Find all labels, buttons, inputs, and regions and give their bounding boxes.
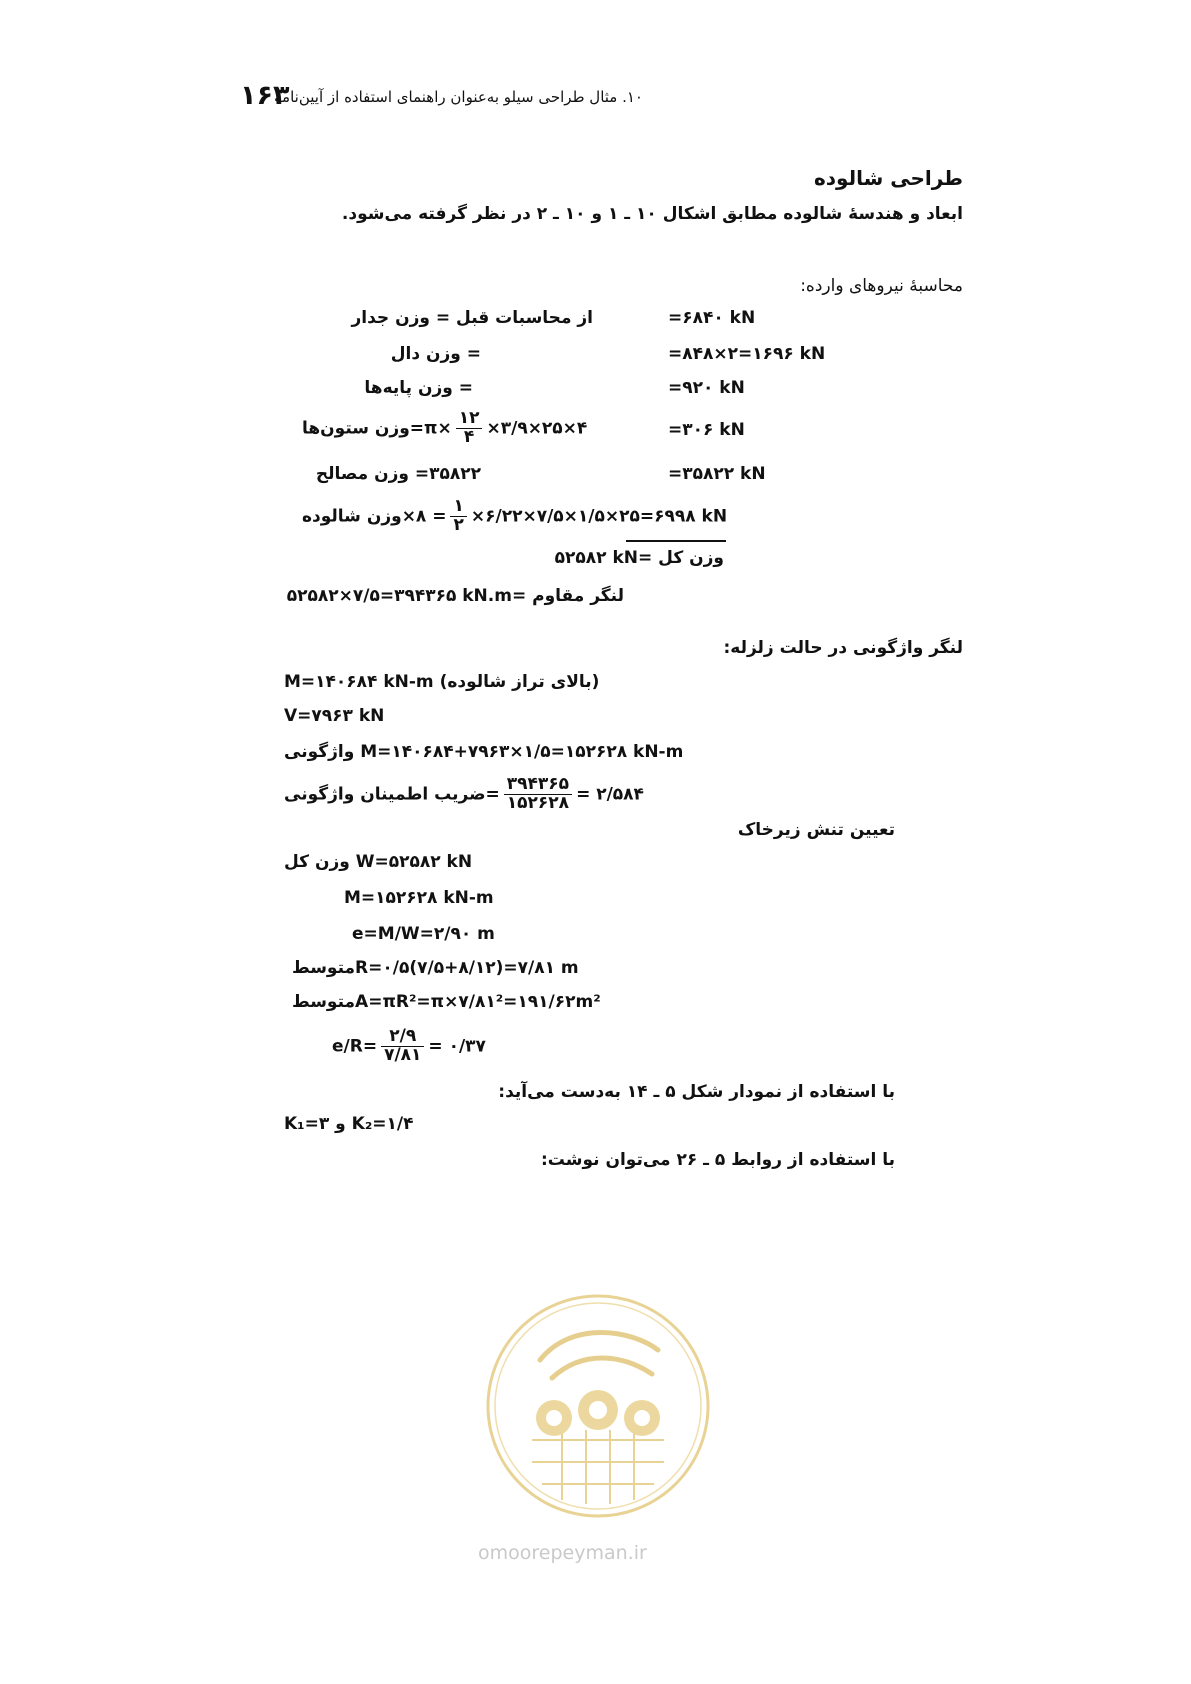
columns-label: وزن ستون‌ها xyxy=(302,418,410,439)
radius-label: متوسط xyxy=(292,958,356,978)
foundation-fraction xyxy=(450,498,466,535)
safety-factor-label: ضریب اطمینان واژگونی xyxy=(284,784,486,805)
foundation-expr-part: ×۸ = xyxy=(401,506,447,527)
fraction-denominator: ۲ xyxy=(453,514,464,535)
force-label-slab: = وزن دال xyxy=(390,344,481,364)
watermark-seal xyxy=(482,1290,714,1522)
equals-sign: = xyxy=(485,784,500,805)
force-value-wall: =۶۸۴۰ kN xyxy=(668,308,756,328)
total-weight: ۵۲۵۸۲ kN= وزن کل xyxy=(554,548,724,568)
eccentricity-line: e=M/W=۲/۹۰ m xyxy=(352,924,495,944)
fraction-numerator: ۳۹۴۳۶۵ xyxy=(504,776,572,795)
radius-line xyxy=(292,958,579,978)
soil-heading: تعیین تنش زیرخاک xyxy=(737,820,895,840)
overturning-value: M=۱۴۰۶۸۴+۷۹۶۳×۱/۵=۱۵۲۶۲۸ kN-m xyxy=(360,742,684,762)
section-title: طراحی شالوده xyxy=(813,166,963,190)
overturning-label: واژگونی xyxy=(284,742,355,762)
fraction-denominator: ۱۵۲۶۲۸ xyxy=(506,792,570,813)
shear-line: V=۷۹۶۳ kN xyxy=(284,706,385,726)
columns-expr-part: =π× xyxy=(409,418,452,439)
force-label-piers: = وزن پایه‌ها xyxy=(364,378,473,398)
safety-factor-value: = ۲/۵۸۴ xyxy=(576,784,644,805)
running-header: ۱۰. مثال طراحی سیلو به‌عنوان راهنمای استفاده از آیین‌نامه xyxy=(274,88,643,106)
resisting-moment: ۵۲۵۸۲×۷/۵=۳۹۴۳۶۵ kN.m= لنگر مقاوم xyxy=(286,586,624,606)
section-intro: ابعاد و هندسۀ شالوده مطابق اشکال ۱۰ ـ ۱ و ۱۰ ـ ۲ در نظر گرفته می‌شود. xyxy=(341,204,963,224)
safety-factor-fraction xyxy=(504,776,572,813)
overturning-moment-line xyxy=(284,742,683,762)
force-value-piers: =۹۲۰ kN xyxy=(668,378,745,398)
e-over-r-fraction xyxy=(381,1028,424,1065)
fraction-numerator: ۱۲ xyxy=(456,410,483,429)
area-label: متوسط xyxy=(292,992,356,1012)
weight-line xyxy=(284,852,472,872)
e-over-r-line xyxy=(332,1028,486,1065)
forces-heading: محاسبۀ نیروهای وارده: xyxy=(800,276,963,296)
chart-reference: با استفاده از نمودار شکل ۵ ـ ۱۴ به‌دست می‌آید: xyxy=(498,1082,895,1102)
sum-rule xyxy=(626,540,726,542)
watermark-url: omoorepeyman.ir xyxy=(478,1542,647,1564)
force-value-materials: =۳۵۸۲۲ kN xyxy=(668,464,766,484)
e-over-r-value: = ۰/۳۷ xyxy=(428,1036,486,1057)
area-value: A=πR²=π×۷/۸۱²=۱۹۱/۶۲m² xyxy=(355,992,601,1012)
fraction-numerator: ۱ xyxy=(450,498,466,517)
force-foundation-expr xyxy=(302,498,727,535)
force-value-columns: =۳۰۶ kN xyxy=(668,420,745,440)
moment-soil-line: M=۱۵۲۶۲۸ kN-m xyxy=(344,888,494,908)
page-number: ۱۶۳ xyxy=(240,80,290,111)
area-line xyxy=(292,992,601,1012)
moment-note: (بالای تراز شالوده) xyxy=(439,672,600,692)
columns-fraction xyxy=(456,410,483,447)
safety-factor-line xyxy=(284,776,644,813)
moment-value: M=۱۴۰۶۸۴ kN-m xyxy=(284,672,434,692)
columns-expr-tail: ×۳/۹×۲۵×۴ xyxy=(486,418,588,439)
foundation-expr-tail: ×۶/۲۲×۷/۵×۱/۵×۲۵=۶۹۹۸ kN xyxy=(470,506,728,527)
force-columns-expr xyxy=(302,410,587,447)
e-over-r-prefix: e/R= xyxy=(332,1036,378,1057)
force-label-materials: ۳۵۸۲۲= وزن مصالح xyxy=(315,464,481,484)
k-values: K₁=۳ و K₂=۱/۴ xyxy=(284,1114,414,1134)
relations-reference: با استفاده از روابط ۵ ـ ۲۶ می‌توان نوشت: xyxy=(541,1150,895,1170)
weight-label: وزن کل xyxy=(284,852,350,872)
overturning-heading: لنگر واژگونی در حالت زلزله: xyxy=(723,638,963,658)
weight-value: W=۵۲۵۸۲ kN xyxy=(355,852,473,872)
moment-line xyxy=(284,672,599,692)
radius-value: R=۰/۵(۷/۵+۸/۱۲)=۷/۸۱ m xyxy=(355,958,579,978)
fraction-denominator: ۷/۸۱ xyxy=(384,1044,422,1065)
force-label-wall: از محاسبات قبل = وزن جدار xyxy=(351,308,593,328)
foundation-label: وزن شالوده xyxy=(302,506,402,527)
fraction-denominator: ۴ xyxy=(463,426,475,447)
force-value-slab: =۸۴۸×۲=۱۶۹۶ kN xyxy=(668,344,826,364)
fraction-numerator: ۲/۹ xyxy=(381,1028,424,1047)
